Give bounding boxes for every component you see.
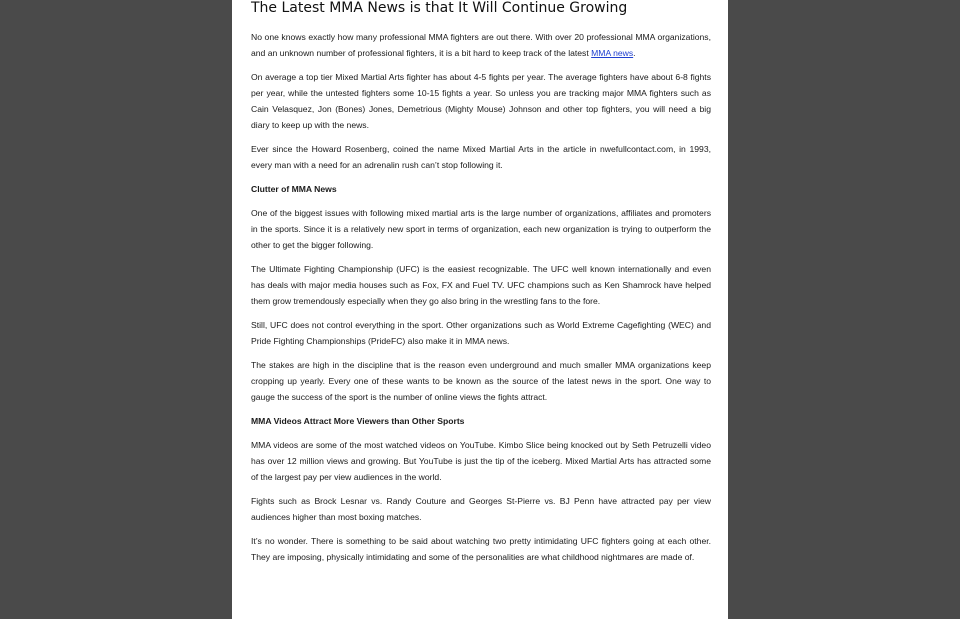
paragraph: It’s no wonder. There is something to be said about watching two pretty intimidating UFC fighters going at each other. They are imposing, physically intimidating and some of the personalities are what childhood nightmares are made of.: [251, 536, 711, 562]
paragraph: On average a top tier Mixed Martial Arts fighter has about 4-5 fights per year. The average fighters have about 6-8 fights per year, while the untested fighters some 10-15 fights a year. So unless you are tracking major MMA fighters such as Cain Velasquez, Jon (Bones) Jones, Demetrious (Mighty Mouse) Johnson and other top fighters, you will need a big diary to keep up with the news.: [251, 72, 711, 130]
intro-after-link: .: [633, 48, 636, 58]
intro-text: No one knows exactly how many professional MMA fighters are out there. With over 20 professional MMA organizations, and an unknown number of professional fighters, it is a bit hard to keep track of the latest: [251, 32, 711, 58]
paragraph: Fights such as Brock Lesnar vs. Randy Couture and Georges St-Pierre vs. BJ Penn have attracted pay per view audiences higher than most boxing matches.: [251, 496, 711, 522]
document-page: [232, 0, 728, 619]
document-body: [251, 0, 711, 573]
paragraph: One of the biggest issues with following mixed martial arts is the large number of organizations, affiliates and promoters in the sports. Since it is a relatively new sport in terms of organization, each new organization is trying to outperform the other to get the bigger following.: [251, 208, 711, 250]
paragraph: The stakes are high in the discipline that is the reason even underground and much smaller MMA organizations keep cropping up yearly. Every one of these wants to be known as the source of the latest news in the sport. One way to gauge the success of the sport is the number of online views the fights attract.: [251, 360, 711, 402]
document-title: The Latest MMA News is that It Will Continue Growing: [251, 0, 628, 16]
paragraph: The Ultimate Fighting Championship (UFC) is the easiest recognizable. The UFC well known internationally and even has deals with major media houses such as Fox, FX and Fuel TV. UFC champions such as Ken Shamrock have helped them grow tremendously especially when they go also bring in the wrestling fans to the fore.: [251, 264, 711, 306]
paragraph: MMA videos are some of the most watched videos on YouTube. Kimbo Slice being knocked out by Seth Petruzelli video has over 12 million views and growing. But YouTube is just the tip of the iceberg. Mixed Martial Arts has attracted some of the largest pay per view audiences in the world.: [251, 440, 711, 482]
paragraph: Ever since the Howard Rosenberg, coined the name Mixed Martial Arts in the article in nwefullcontact.com, in 1993, every man with a need for an adrenalin rush can’t stop following it.: [251, 144, 711, 170]
section-heading: MMA Videos Attract More Viewers than Other Sports: [251, 416, 465, 426]
mma-news-link[interactable]: MMA news: [591, 48, 634, 58]
paragraph: Still, UFC does not control everything in the sport. Other organizations such as World Extreme Cagefighting (WEC) and Pride Fighting Championships (PrideFC) also make it in MMA news.: [251, 320, 711, 346]
section-heading: Clutter of MMA News: [251, 184, 337, 194]
intro-paragraph: [251, 29, 711, 61]
